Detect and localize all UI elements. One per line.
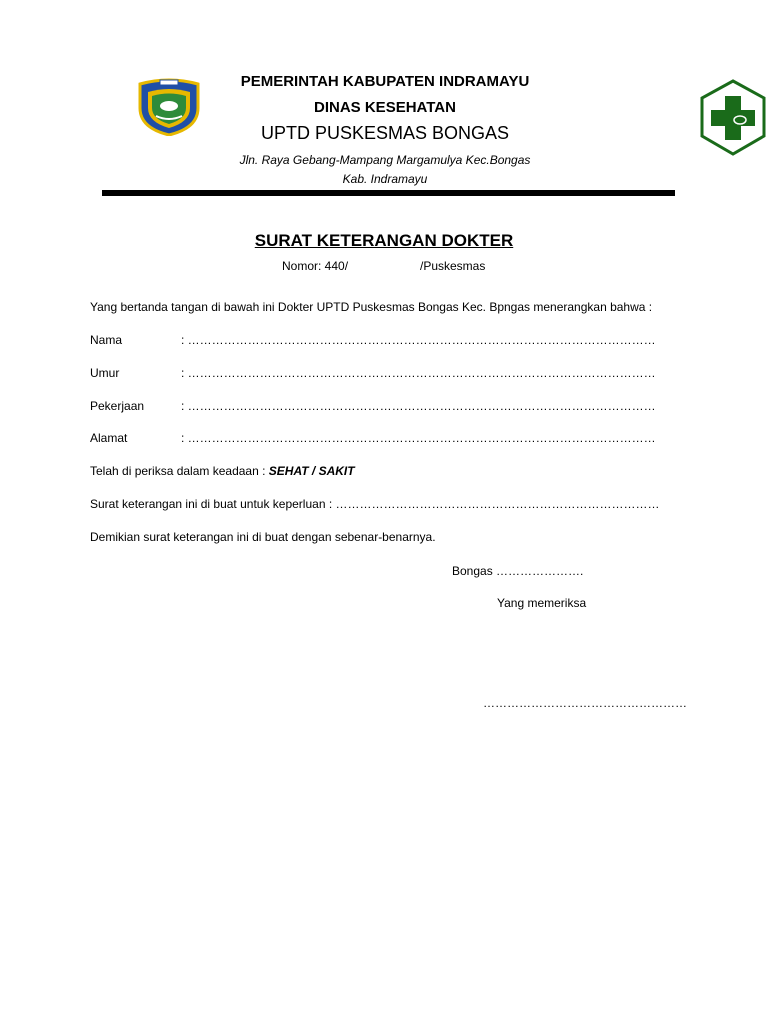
field-label-alamat: Alamat [90, 431, 128, 445]
field-value-pekerjaan: : ……………………………………………………………………………………………………… [181, 399, 656, 413]
signature-line: …………………………………………… [483, 696, 687, 710]
document-number-suffix: /Puskesmas [420, 259, 486, 273]
closing-statement: Demikian surat keterangan ini di buat dengan sebenar-benarnya. [90, 530, 436, 544]
purpose-line: Surat keterangan ini di buat untuk keperluan : ……………………………………………………………………… [90, 497, 660, 511]
document-title: SURAT KETERANGAN DOKTER [254, 231, 514, 250]
health-status-value: SEHAT / SAKIT [268, 464, 355, 478]
puskesmas-cross-icon [698, 78, 768, 158]
field-label-umur: Umur [90, 366, 120, 380]
field-value-umur: : ……………………………………………………………………………………………………… [181, 366, 656, 380]
document-number-prefix: Nomor: 440/ [282, 259, 349, 273]
header-address-regency: Kab. Indramayu [342, 172, 428, 186]
field-label-nama: Nama [90, 333, 123, 347]
field-value-alamat: : ……………………………………………………………………………………………………… [181, 431, 656, 445]
intro-paragraph: Yang bertanda tangan di bawah ini Dokter UPTD Puskesmas Bongas Kec. Bpngas menerangkan bahwa : [90, 300, 653, 314]
health-status-line [90, 464, 355, 478]
health-status-label: Telah di periksa dalam keadaan : [90, 464, 269, 478]
signer-label: Yang memeriksa [497, 596, 587, 610]
header-address-street: Jln. Raya Gebang-Mampang Margamulya Kec.Bongas [239, 153, 531, 167]
field-label-pekerjaan: Pekerjaan [90, 399, 145, 413]
header-department: DINAS KESEHATAN [314, 99, 456, 116]
header-institution: UPTD PUSKESMAS BONGAS [260, 123, 510, 143]
header-government: PEMERINTAH KABUPATEN INDRAMAYU [240, 73, 530, 90]
header-divider [102, 190, 675, 196]
field-value-nama: : ……………………………………………………………………………………………………… [181, 333, 656, 347]
place-date: Bongas …………………. [452, 564, 584, 578]
